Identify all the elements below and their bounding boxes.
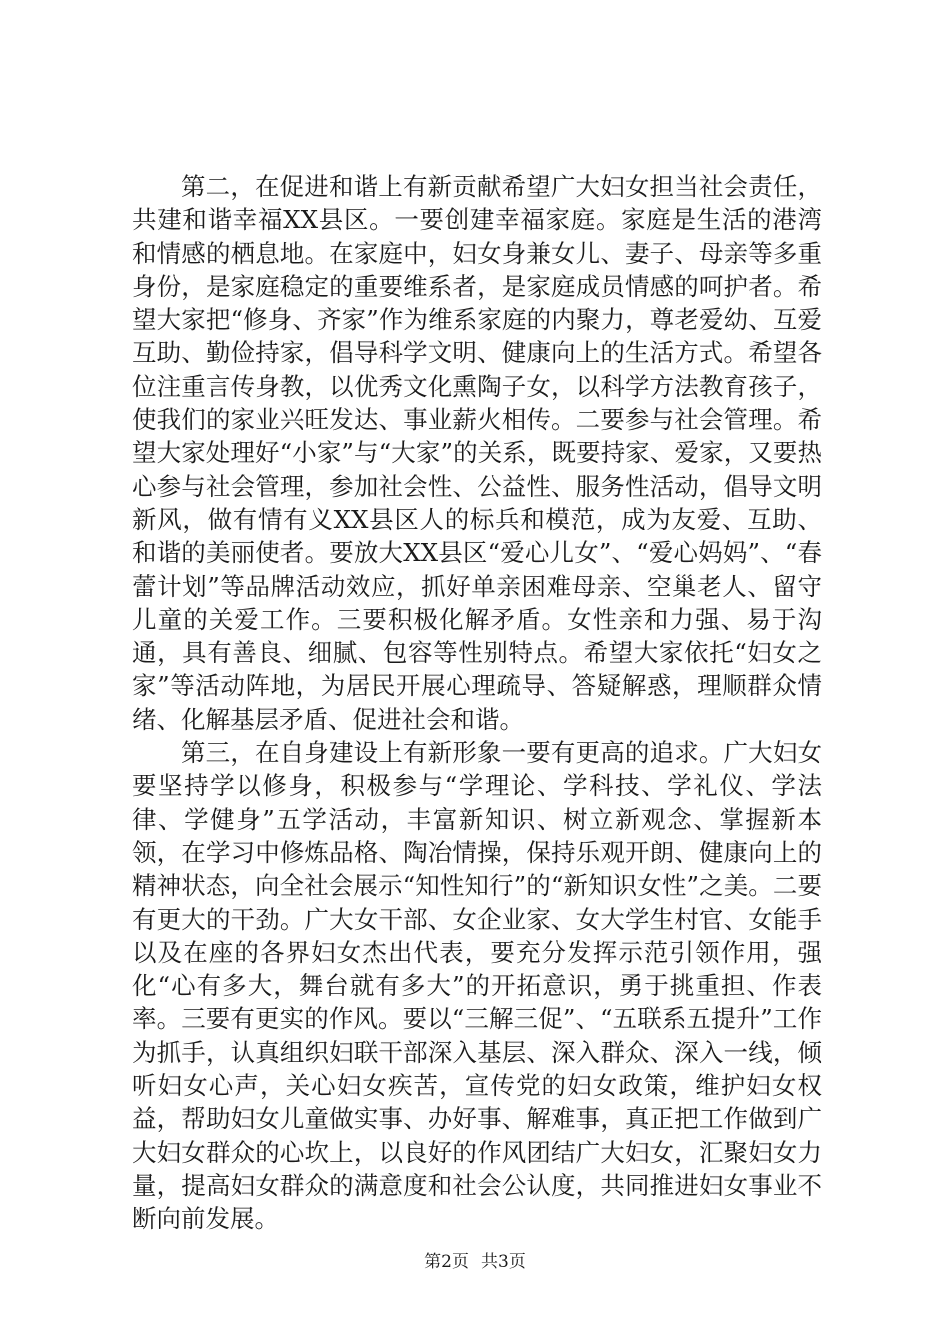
page-number-current: 第2页	[424, 1252, 469, 1272]
page-footer	[0, 1247, 950, 1272]
document-body	[132, 170, 822, 1236]
page-number-total: 共3页	[481, 1252, 526, 1272]
paragraph-third: 第三，在自身建设上有新形象一要有更高的追求。广大妇女要坚持学以修身，积极参与“学理论、学科技、学礼仪、学法律、学健身”五学活动，丰富新知识、树立新观念、掌握新本领，在学习中修炼品格、陶冶情操，保持乐观开朗、健康向上的精神状态，向全社会展示“知性知行”的“新知识女性”之美。二要有更大的干劲。广大女干部、女企业家、女大学生村官、女能手以及在座的各界妇女杰出代表，要充分发挥示范引领作用，强化“心有多大，舞台就有多大”的开拓意识，勇于挑重担、作表率。三要有更实的作风。要以“三解三促”、“五联系五提升”工作为抓手，认真组织妇联干部深入基层、深入群众、深入一线，倾听妇女心声，关心妇女疾苦，宣传党的妇女政策，维护妇女权益，帮助妇女儿童做实事、办好事、解难事，真正把工作做到广大妇女群众的心坎上，以良好的作风团结广大妇女，汇聚妇女力量，提高妇女群众的满意度和社会公认度，共同推进妇女事业不断向前发展。	[132, 738, 822, 1234]
paragraph-second: 第二，在促进和谐上有新贡献希望广大妇女担当社会责任，共建和谐幸福XX县区。一要创建幸福家庭。家庭是生活的港湾和情感的栖息地。在家庭中，妇女身兼女儿、妻子、母亲等多重身份，是家庭稳定的重要维系者，是家庭成员情感的呵护者。希望大家把“修身、齐家”作为维系家庭的内聚力，尊老爱幼、互爱互助、勤俭持家，倡导科学文明、健康向上的生活方式。希望各位注重言传身教，以优秀文化熏陶子女，以科学方法教育孩子，使我们的家业兴旺发达、事业薪火相传。二要参与社会管理。希望大家处理好“小家”与“大家”的关系，既要持家、爱家，又要热心参与社会管理，参加社会性、公益性、服务性活动，倡导文明新风，做有情有义XX县区人的标兵和模范，成为友爱、互助、和谐的美丽使者。要放大XX县区“爱心儿女”、“爱心妈妈”、“春蕾计划”等品牌活动效应，抓好单亲困难母亲、空巢老人、留守儿童的关爱工作。三要积极化解矛盾。女性亲和力强、易于沟通，具有善良、细腻、包容等性别特点。希望大家依托“妇女之家”等活动阵地，为居民开展心理疏导、答疑解惑，理顺群众情绪、化解基层矛盾、促进社会和谐。	[132, 172, 822, 734]
